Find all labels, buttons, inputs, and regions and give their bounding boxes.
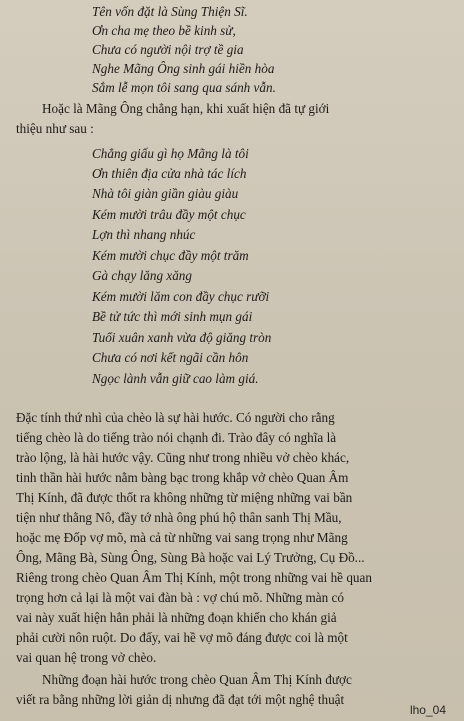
intro-line-2: thiệu như sau : — [16, 121, 94, 136]
poem-main-line-9: Bề tử tức thì mới sinh mụn gái — [92, 309, 253, 324]
poem-main-line-11: Chưa có nơi kết ngãi cần hôn — [92, 350, 249, 365]
paragraph2-line-12: phải cười nôn ruột. Do đấy, vai hề vợ mõ đáng được coi là một — [16, 630, 348, 645]
paragraph2-line-13: vai quan hệ trong vở chèo. — [16, 650, 157, 665]
paragraph3-line-2: viết ra bằng những lời giản dị nhưng đã đạt tới một nghệ thuật — [16, 692, 345, 707]
poem-top-line-5: Sắm lễ mọn tôi sang qua sánh vẫn. — [92, 80, 276, 95]
paragraph2-line-6: tiện như thằng Nô, đầy tớ nhà ông phú hộ thân sanh Thị Mầu, — [16, 510, 342, 525]
poem-main-line-10: Tuổi xuân xanh vừa độ giăng tròn — [92, 330, 272, 345]
poem-main-line-4: Kém mười trâu đầy một chục — [92, 207, 246, 222]
poem-main-line-5: Lợn thì nhang nhúc — [92, 227, 196, 242]
poem-main-line-6: Kém mười chục đầy một trăm — [92, 248, 249, 263]
poem-top-line-4: Nghe Mãng Ông sinh gái hiền hòa — [92, 61, 275, 76]
poem-main-line-7: Gà chạy lăng xăng — [92, 268, 192, 283]
paragraph2-line-7: hoặc mẹ Đốp vợ mõ, mà cả từ những vai sang trọng như Mãng — [16, 530, 348, 545]
intro-line-1: Hoặc là Mãng Ông chẳng hạn, khi xuất hiện đã tự giới — [42, 101, 330, 116]
paragraph2-line-5: Thị Kính, đã được thốt ra không những từ miệng những vai bần — [16, 490, 353, 505]
poem-main-line-8: Kém mười lăm con đầy chục rưỡi — [92, 289, 270, 304]
page-footer-label: lho_04 — [409, 703, 446, 717]
poem-main-line-1: Chẳng giấu gì họ Mãng là tôi — [92, 146, 249, 161]
poem-main-line-3: Nhà tôi giàn giần giàu giàu — [92, 186, 239, 201]
paragraph2-line-2: tiếng chèo là do tiếng trào nói chạnh đi. Trào đây có nghĩa là — [16, 430, 337, 445]
paragraph2-line-8: Ông, Mãng Bà, Sùng Ông, Sùng Bà hoặc vai Lý Trưởng, Cụ Đồ... — [16, 550, 365, 565]
paragraph2-line-9: Riêng trong chèo Quan Âm Thị Kính, một trong những vai hề quan — [16, 570, 372, 585]
poem-main-line-2: Ơn thiên địa cửa nhà tác lích — [92, 166, 247, 181]
poem-top-line-2: Ơn cha mẹ theo bề kinh sử, — [92, 23, 236, 38]
paragraph3-line-1: Những đoạn hài hước trong chèo Quan Âm Thị Kính được — [42, 672, 352, 687]
paragraph2-line-4: tinh thần hài hước nằm bàng bạc trong khắp vở chèo Quan Âm — [16, 470, 349, 485]
paragraph2-line-10: trọng hơn cả lại là một vai đàn bà : vợ chú mõ. Những màn có — [16, 590, 344, 605]
poem-top-line-1: Tên vốn đặt là Sùng Thiện Sĩ. — [92, 4, 248, 19]
poem-main-line-12: Ngọc lành vẫn giữ cao làm giá. — [92, 371, 259, 386]
paragraph2-line-11: vai này xuất hiện hẳn phải là những đoạn khiến cho khán giả — [16, 610, 337, 625]
poem-top-line-3: Chưa có người nội trợ tề gia — [92, 42, 244, 57]
paragraph2-line-1: Đặc tính thứ nhì của chèo là sự hài hước. Có người cho rằng — [16, 410, 335, 425]
paragraph2-line-3: trào lộng, là hài hước vậy. Cũng như trong nhiều vở chèo khác, — [16, 450, 350, 465]
